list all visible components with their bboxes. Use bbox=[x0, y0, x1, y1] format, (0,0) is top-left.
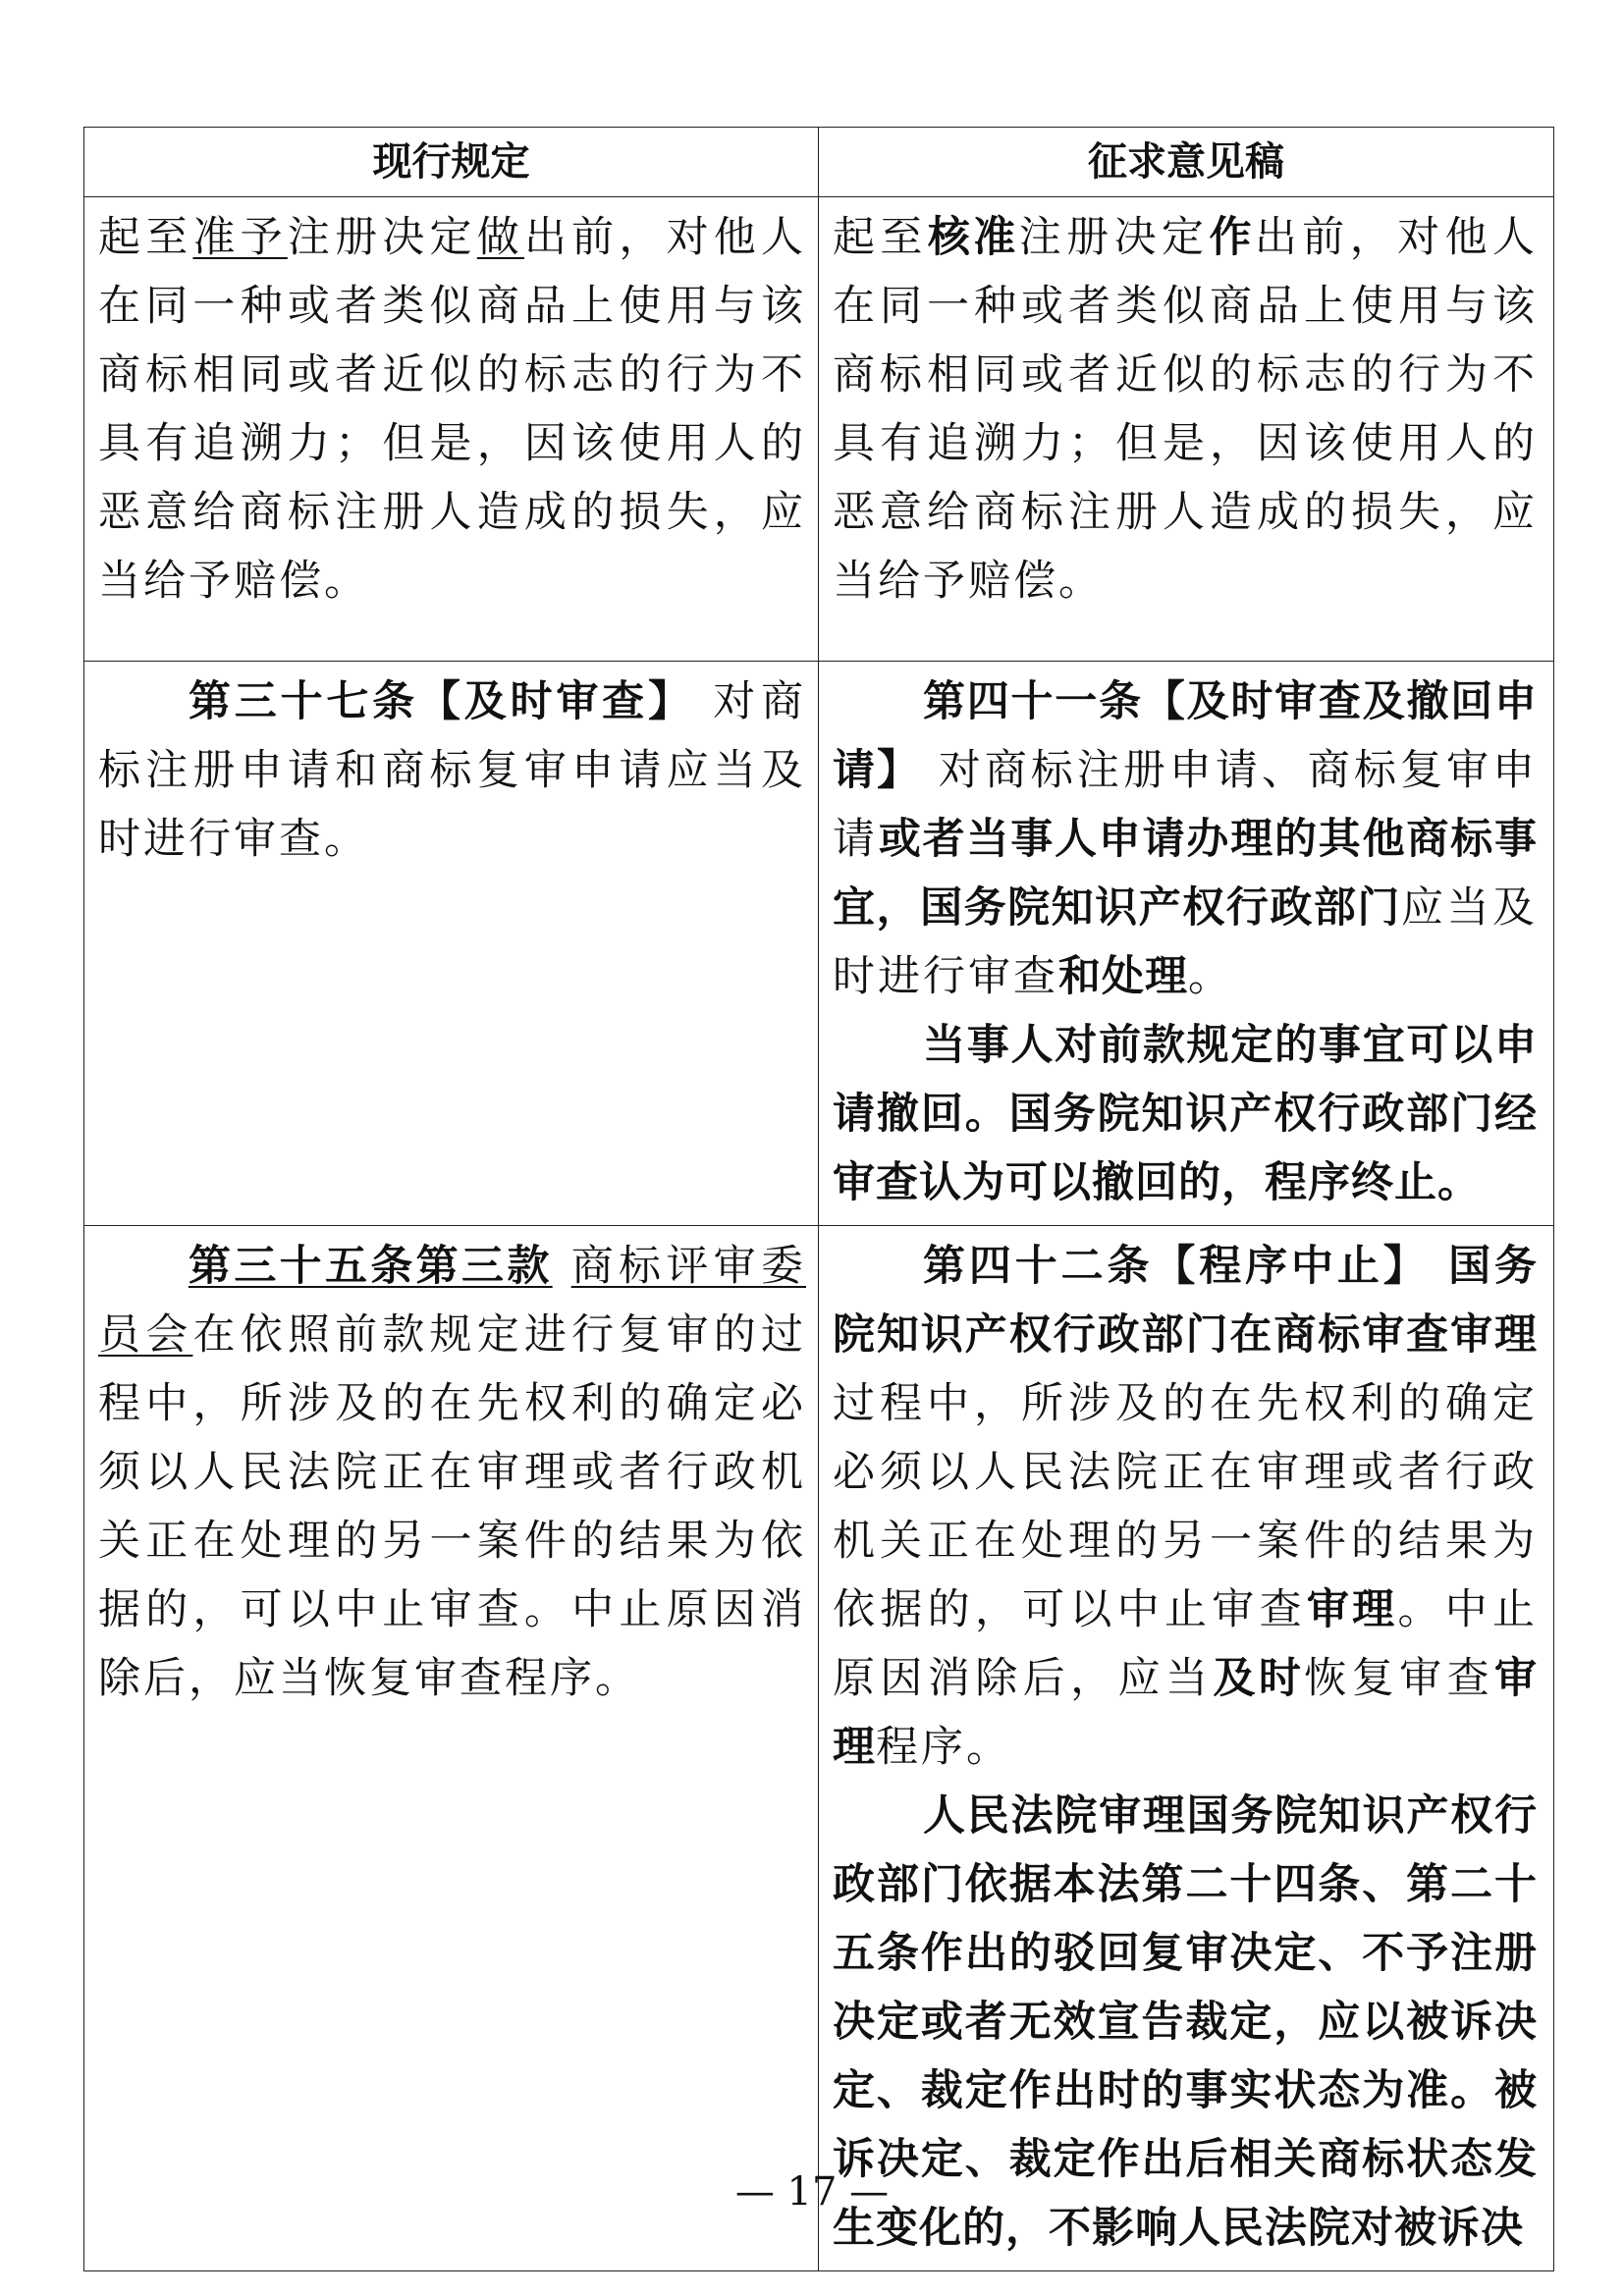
text-span: 。 bbox=[1188, 952, 1233, 1001]
provision-text bbox=[833, 667, 1538, 1011]
current-provision-cell bbox=[84, 197, 819, 662]
text-span: 对商标注册申请、商标复审申请 bbox=[833, 746, 1539, 864]
text-span: 注册决定 bbox=[1018, 213, 1210, 262]
current-provision-cell bbox=[84, 1226, 819, 2271]
text-span: 程序。 bbox=[876, 1723, 1011, 1772]
amended-text: 及时 bbox=[1213, 1654, 1305, 1703]
amended-text: 作 bbox=[1209, 213, 1255, 262]
amended-paragraph: 当事人对前款规定的事宜可以申请撤回。国务院知识产权行政部门经审查认为可以撤回的，程序终止。 bbox=[833, 1021, 1538, 1207]
amended-text: 国务院知识产权行政部门在商标审查审理 bbox=[833, 1242, 1539, 1360]
underlined-text: 商标评审委员会 bbox=[98, 1242, 807, 1360]
table-row bbox=[84, 662, 1554, 1226]
text-span: 。中止原因消除后，应当 bbox=[833, 1585, 1539, 1703]
text-span: 出前，对他人在同一种或者类似商品上使用与该商标相同或者近似的标志的行为不具有追溯力；但是，因该使用人的恶意给商标注册人造成的损失，应当给予赔偿。 bbox=[833, 213, 1539, 606]
provision-text bbox=[98, 203, 806, 615]
amended-text: 审理 bbox=[833, 1654, 1539, 1772]
provision-text bbox=[833, 1232, 1538, 1782]
table-row bbox=[84, 197, 1554, 662]
current-provision-cell bbox=[84, 662, 819, 1226]
article-heading: 第四十二条【程序中止】 bbox=[923, 1242, 1430, 1291]
text-span: 起至 bbox=[98, 213, 193, 262]
text-span: 起至 bbox=[833, 213, 928, 262]
draft-provision-cell bbox=[819, 1226, 1554, 2271]
header-current: 现行规定 bbox=[84, 128, 819, 197]
underlined-text: 准予 bbox=[192, 213, 288, 262]
amended-text: 核准 bbox=[927, 213, 1019, 262]
page-number: — 17 — bbox=[734, 2169, 890, 2215]
text-span: 出前，对他人在同一种或者类似商品上使用与该商标相同或者近似的标志的行为不具有追溯力；但是，因该使用人的恶意给商标注册人造成的损失，应当给予赔偿。 bbox=[98, 213, 807, 606]
text-span: 在依照前款规定进行复审的过程中，所涉及的在先权利的确定必须以人民法院正在审理或者行政机关正在处理的另一案件的结果为依据的，可以中止审查。中止原因消除后，应当恢复审查程序。 bbox=[98, 1310, 807, 1703]
provision-text bbox=[98, 667, 806, 874]
header-row bbox=[84, 128, 1554, 197]
amended-paragraph: 人民法院审理国务院知识产权行政部门依据本法第二十四条、第二十五条作出的驳回复审决定、不予注册决定或者无效宣告裁定，应以被诉决定、裁定作出时的事实状态为准。被诉决定、裁定作出后相关商标状态发生变化的，不影响人民法院对被诉决 bbox=[833, 1791, 1538, 2253]
table-row bbox=[84, 1226, 1554, 2271]
provision-text bbox=[98, 1232, 806, 1713]
text-span: 应当及时进行审查 bbox=[833, 883, 1539, 1001]
article-heading: 第四十一条【及时审查及撤回申请】 bbox=[833, 677, 1538, 795]
amended-text: 审理 bbox=[1306, 1585, 1398, 1634]
provision-text bbox=[833, 203, 1538, 615]
draft-provision-cell bbox=[819, 197, 1554, 662]
header-draft: 征求意见稿 bbox=[819, 128, 1554, 197]
draft-provision-cell bbox=[819, 662, 1554, 1226]
text-span: 恢复审查 bbox=[1304, 1654, 1495, 1703]
text-span: 注册决定 bbox=[287, 213, 477, 262]
underlined-text: 做 bbox=[476, 213, 524, 262]
text-span: 对商标注册申请和商标复审申请应当及时进行审查。 bbox=[98, 677, 807, 864]
comparison-table bbox=[83, 127, 1554, 2271]
text-span: 过程中，所涉及的在先权利的确定必须以人民法院正在审理或者行政机关正在处理的另一案件的结果为依据的，可以中止审查 bbox=[833, 1379, 1538, 1634]
amended-text: 和处理 bbox=[1058, 952, 1188, 1001]
article-heading: 第三十五条第三款 bbox=[189, 1242, 553, 1291]
article-heading: 第三十七条【及时审查】 bbox=[189, 677, 694, 726]
amended-text: 或者当事人申请办理的其他商标事宜，国务院知识产权行政部门 bbox=[833, 815, 1539, 933]
